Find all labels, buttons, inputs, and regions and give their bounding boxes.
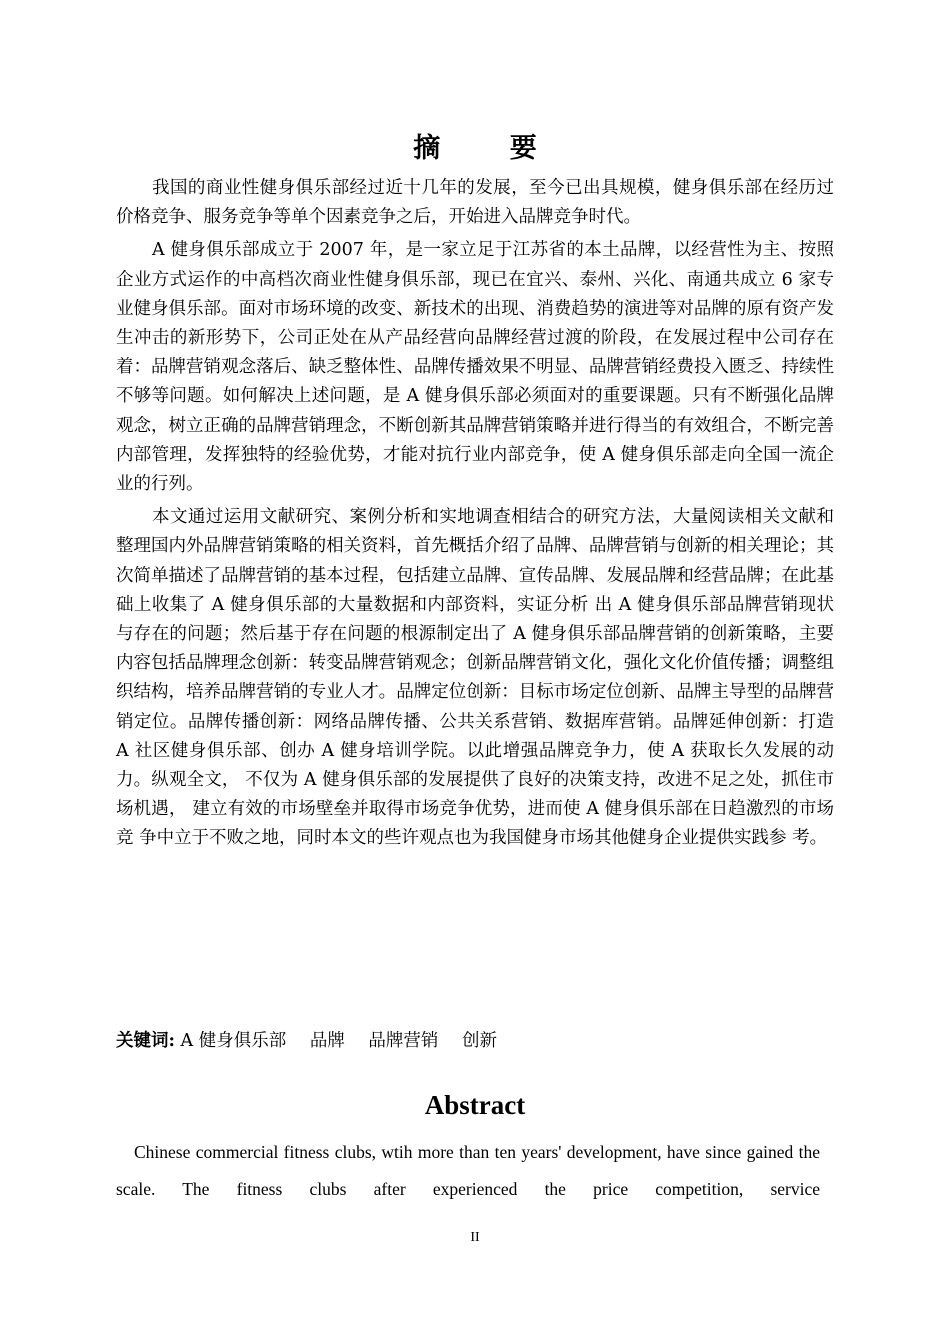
chinese-abstract-title: 摘 要: [413, 133, 567, 164]
page-number: II: [470, 1230, 480, 1245]
keyword-item: 创新: [461, 1031, 497, 1051]
chinese-abstract-body: [116, 174, 834, 858]
abstract-paragraph-3: 本文通过运用文献研究、案例分析和实地调查相结合的研究方法，大量阅读相关文献和整理国内外品牌营销策略的相关资料，首先概括介绍了品牌、品牌营销与创新的相关理论；其次简单描述了品牌营销的基本过程，包括建立品牌、宣传品牌、发展品牌和经营品牌；在此基础上收集了 A 健身俱乐部的大量数据和内部资料，实证分析 出 A 健身俱乐部品牌营销现状与存在的问题；然后基于存在问题的根源制定出了 A 健身俱乐部品牌营销的创新策略，主要内容包括品牌理念创新：转变品牌营销观念；创新品牌营销文化，强化文化价值传播；调整组织结构，培养品牌营销的专业人才。品牌定位创新：目标市场定位创新、品牌主导型的品牌营销定位。品牌传播创新：网络品牌传播、公共关系营销、数据库营销。品牌延伸创新：打造 A 社区健身俱乐部、创办 A 健身培训学院。以此增强品牌竞争力，使 A 获取长久发展的动力。纵观全文， 不仅为 A 健身俱乐部的发展提供了良好的决策支持，改进不足之处，抓住市场机遇， 建立有效的市场壁垒并取得市场竞争优势，进而使 A 健身俱乐部在日趋激烈的市场竞 争中立于不败之地，同时本文的些许观点也为我国健身市场其他健身企业提供实践参 考。: [116, 507, 834, 849]
keyword-item: A 健身俱乐部: [180, 1031, 287, 1051]
english-abstract-title: Abstract: [424, 1090, 526, 1120]
keywords-label: 关键词:: [116, 1031, 175, 1051]
keyword-item: 品牌: [309, 1031, 345, 1051]
abstract-paragraph-2: A 健身俱乐部成立于 2007 年，是一家立足于江苏省的本土品牌，以经营性为主、按照企业方式运作的中高档次商业性健身俱乐部，现已在宜兴、泰州、兴化、南通共成立 6 家专业健身俱乐部。面对市场环境的改变、新技术的出现、消费趋势的演进等对品牌的原有资产发生冲击的新形势下，公司正处在从产品经营向品牌经营过渡的阶段，在发展过程中公司存在着：品牌营销观念落后、缺乏整体性、品牌传播效果不明显、品牌营销经费投入匮乏、持续性不够等问题。如何解决上述问题，是 A 健身俱乐部必须面对的重要课题。只有不断强化品牌观念，树立正确的品牌营销理念，不断创新其品牌营销策略并进行得当的有效组合，不断完善内部管理，发挥独特的经验优势，才能对抗行业内部竞争，使 A 健身俱乐部走向全国一流企业的行列。: [116, 240, 834, 495]
abstract-paragraph-1: 我国的商业性健身俱乐部经过近十几年的发展，至今已出具规模，健身俱乐部在经历过价格竞争、服务竞争等单个因素竞争之后，开始进入品牌竞争时代。: [116, 178, 834, 228]
keyword-item: 品牌营销: [368, 1031, 439, 1051]
keywords-line: [116, 1026, 515, 1056]
english-abstract-body: Chinese commercial fitness clubs, wtih more than ten years' development, have since gained the scale. The fitness clubs after experienced the price competition, service: [116, 1142, 820, 1199]
